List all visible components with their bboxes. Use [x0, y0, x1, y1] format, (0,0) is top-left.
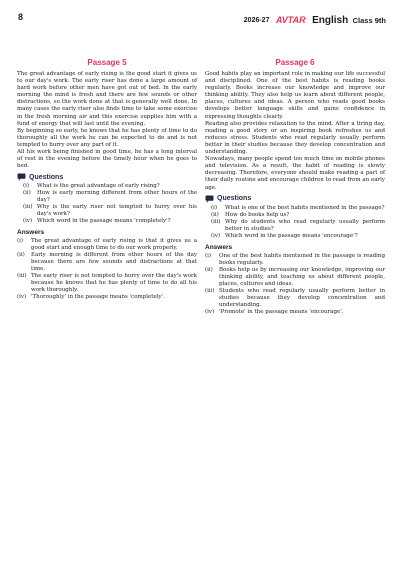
passage-paragraph: Nowadays, many people spend too much time on mobile phones and television. As a result, the habit of reading is slowly decreasing. Therefore, everyone should make reading a part of their daily routine and encourage children to read from an early age.: [205, 156, 385, 191]
subject-title: English: [312, 15, 349, 26]
answer-number: (iv): [17, 294, 27, 301]
answer-text: Early morning is different from other hours of the day because there are few sounds and distractions at that time.: [31, 252, 197, 273]
answer-text: One of the best habits mentioned in the passage is reading books regularly.: [219, 252, 385, 266]
answer-text: Books help us by increasing our knowledge, improving our thinking ability, and teaching us about different people, places, cultures and ideas.: [219, 266, 385, 287]
answer-item: [17, 238, 197, 252]
answers-heading: Answers: [17, 229, 45, 237]
answer-number: (i): [205, 252, 212, 259]
question-number: (ii): [211, 211, 219, 218]
answer-item: [205, 267, 385, 288]
passage-6-column: [205, 58, 385, 316]
question-text: How is early morning different from other hours of the day?: [37, 190, 197, 204]
question-item: [17, 190, 197, 204]
answer-list: [17, 238, 197, 301]
question-text: Which word in the passage means 'encourage'?: [225, 232, 358, 239]
question-number: (ii): [23, 190, 31, 197]
brand-logo: AVTAR: [275, 15, 306, 25]
question-text: Why is the early riser not tempted to hurry over his day's work?: [37, 204, 197, 218]
question-list: [205, 205, 385, 240]
answer-text: The early riser is not tempted to hurry over the day's work because he knows that he has plenty of time to do all his work thoroughly.: [31, 273, 197, 294]
answer-text: 'Promote' in the passage means 'encourage'.: [219, 308, 344, 315]
speech-bubble-icon: [17, 173, 26, 181]
question-text: How do books help us?: [225, 211, 290, 218]
answer-text: Students who read regularly usually perform better in studies because they develop concentration and understanding.: [219, 287, 385, 308]
answer-item: [205, 253, 385, 267]
answer-number: (iii): [17, 273, 27, 280]
page-header: [0, 0, 400, 34]
answer-number: (ii): [17, 252, 25, 259]
questions-label: Questions: [217, 195, 252, 203]
question-text: Why do students who read regularly usually perform better in studies?: [225, 218, 385, 232]
question-text: Which word in the passage means 'completely'?: [37, 218, 171, 225]
answer-item: [17, 294, 197, 301]
answer-text: 'Thoroughly' in the passage means 'completely'.: [31, 294, 165, 301]
class-label: Class 9th: [352, 16, 386, 25]
passage-paragraph: Reading also provides relaxation to the mind. After a tiring day, reading a good story or an inspiring book refreshes us and reduces stress. Students who read regularly usually perform better in their studies because they develop concentration and understanding.: [205, 120, 385, 156]
header-title-group: [244, 10, 386, 28]
answer-item: [205, 309, 385, 316]
passage-paragraph: By beginning so early, he knows that he has plenty of time to do thoroughly all the work he can be expected to do and is not tempted to hurry over any part of it.: [17, 127, 197, 148]
page-number: 8: [18, 12, 24, 22]
answer-number: (iv): [205, 308, 215, 315]
edition-year: 2026-27: [243, 17, 270, 24]
question-number: (i): [23, 183, 30, 190]
passage-paragraph: Good habits play an important role in making our life successful and disciplined. One of the best habits is reading books regularly. Books increase our knowledge and improve our thinking ability. They also help us learn about different people, places, cultures and ideas. A person who reads good books develops better language skills and gains confidence in expressing thoughts clearly.: [205, 71, 385, 120]
question-item: [17, 218, 197, 225]
question-item: [205, 205, 385, 212]
passage-title: Passage 6: [275, 58, 315, 67]
question-item: [17, 183, 197, 190]
question-number: (i): [211, 204, 218, 211]
answer-item: [17, 273, 197, 294]
answer-item: [17, 252, 197, 273]
answer-number: (iii): [205, 287, 215, 294]
passage-paragraph: All his work being finished in good time, he has a long interval of rest in the evening before the timely hour when he goes to bed.: [17, 149, 197, 170]
passage-paragraph: The great advantage of early rising is the good start it gives us to our day's work. The early riser has done a large amount of hard work before other men have got out of bed. In the early morning the mind is fresh and there are few sounds or other distractions, so the work done at that is generally well done. In many cases the early riser also finds time to take some exercise in the fresh morning air and this exercise supplies him with a fund of energy that will last until the evening.: [17, 71, 197, 127]
questions-heading: [17, 173, 197, 181]
answer-list: [205, 253, 385, 316]
answer-number: (i): [17, 238, 24, 245]
answer-number: (ii): [205, 266, 213, 273]
answer-text: The great advantage of early rising is that it gives us a good start and enough time to do our work properly.: [31, 238, 197, 252]
question-list: [17, 183, 197, 225]
question-number: (iv): [23, 218, 33, 225]
question-item: [205, 212, 385, 219]
passage-5-column: [17, 58, 197, 301]
passage-title: Passage 5: [87, 58, 127, 67]
questions-label: Questions: [29, 173, 64, 181]
question-number: (iii): [23, 204, 33, 211]
question-item: [205, 233, 385, 240]
question-item: [17, 204, 197, 218]
question-number: (iv): [211, 232, 221, 239]
questions-heading: [205, 195, 385, 203]
question-text: What is one of the best habits mentioned in the passage?: [225, 204, 385, 211]
answers-heading: Answers: [205, 243, 233, 251]
question-item: [205, 219, 385, 233]
question-text: What is the great advantage of early rising?: [37, 183, 160, 190]
speech-bubble-icon: [205, 195, 214, 203]
answer-item: [205, 288, 385, 309]
question-number: (iii): [211, 218, 221, 225]
